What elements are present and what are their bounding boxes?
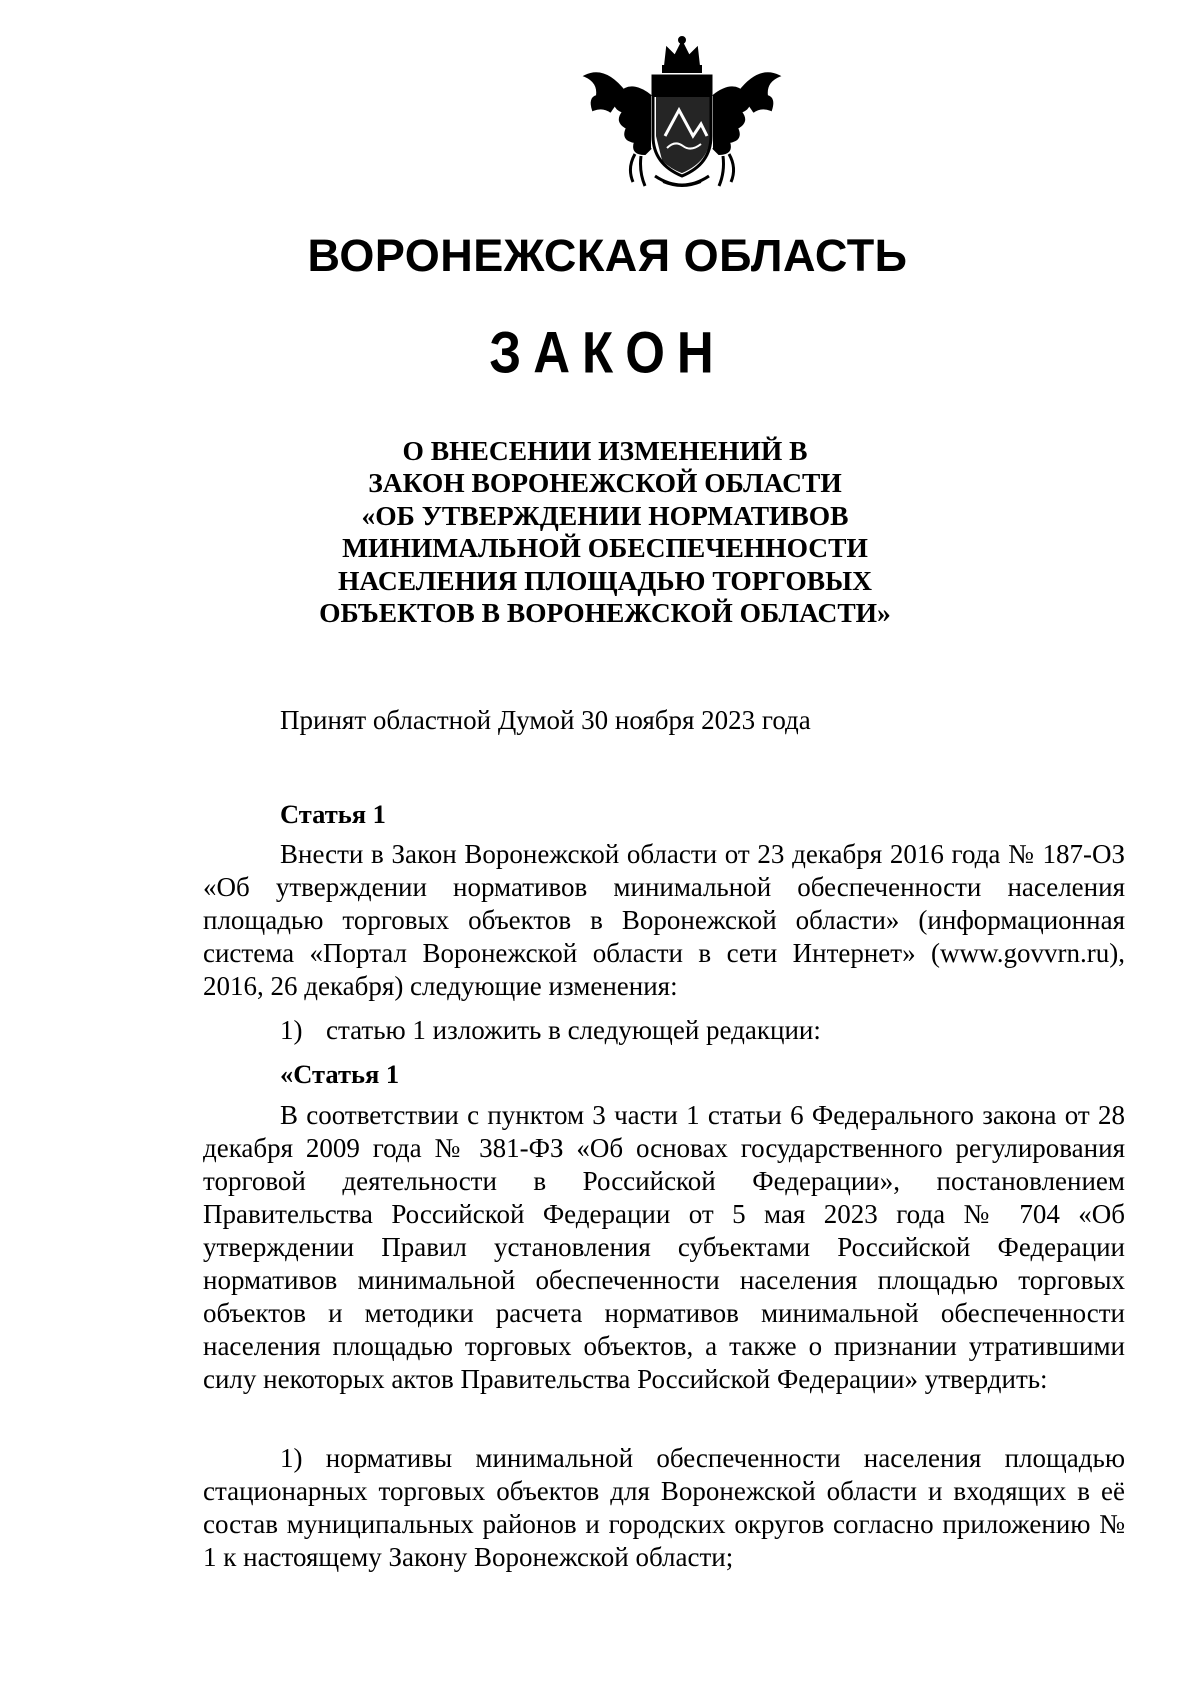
adoption-line: Принят областной Думой 30 ноября 2023 года [280,705,811,735]
new-article-1-subitem-1: 1) нормативы минимальной обеспеченности населения площадью стационарных торговых объектов для Воронежской области и входящих в её состав муниципальных районов и городских округов согласно приложению № 1 к настоящему Закону Воронежской области; [203,1443,1125,1572]
law-title-line: «ОБ УТВЕРЖДЕНИИ НОРМАТИВОВ [361,499,849,531]
voronezh-coat-of-arms-icon [575,36,790,194]
article-1-heading: Статья 1 [280,799,386,829]
new-article-1-paragraph: В соответствии с пунктом 3 части 1 статьи 6 Федерального закона от 28 декабря 2009 года № 381-ФЗ «Об основах государственного регулирования торговой деятельности в Российской Федерации», постановлением Правительства Российской Федерации от 5 мая 2023 года № 704 «Об утверждении Правил установления субъектами Российской Федерации нормативов минимальной обеспеченности населения площадью торговых объектов и методики расчета нормативов минимальной обеспеченности населения площадью торговых объектов, а также о признании утратившими силу некоторых актов Правительства Российской Федерации» утвердить: [203,1100,1125,1394]
region-name: ВОРОНЕЖСКАЯ ОБЛАСТЬ [307,230,908,281]
law-title [260,435,950,629]
law-title-line: НАСЕЛЕНИЯ ПЛОЩАДЬЮ ТОРГОВЫХ [338,564,872,596]
article-1-item-1 [280,1012,821,1048]
law-title-line: МИНИМАЛЬНОЙ ОБЕСПЕЧЕННОСТИ [342,532,868,564]
new-article-1-heading: «Статья 1 [280,1059,400,1089]
article-1-intro: Внести в Закон Воронежской области от 23 декабря 2016 года № 187-ОЗ «Об утверждении нормативов минимальной обеспеченности населения площадью торговых объектов в Воронежской области» (информационная система «Портал Воронежской области в сети Интернет» (www.govvrn.ru), 2016, 26 декабря) следующие изменения: [203,839,1125,1001]
law-title-line: ОБЪЕКТОВ В ВОРОНЕЖСКОЙ ОБЛАСТИ» [319,597,891,629]
item-text: статью 1 изложить в следующей редакции: [326,1015,821,1045]
item-number: 1) [280,1015,303,1045]
document-type: ЗАКОН [489,319,726,386]
law-title-line: ЗАКОН ВОРОНЕЖСКОЙ ОБЛАСТИ [368,467,842,499]
law-title-line: О ВНЕСЕНИИ ИЗМЕНЕНИЙ В [402,435,808,466]
